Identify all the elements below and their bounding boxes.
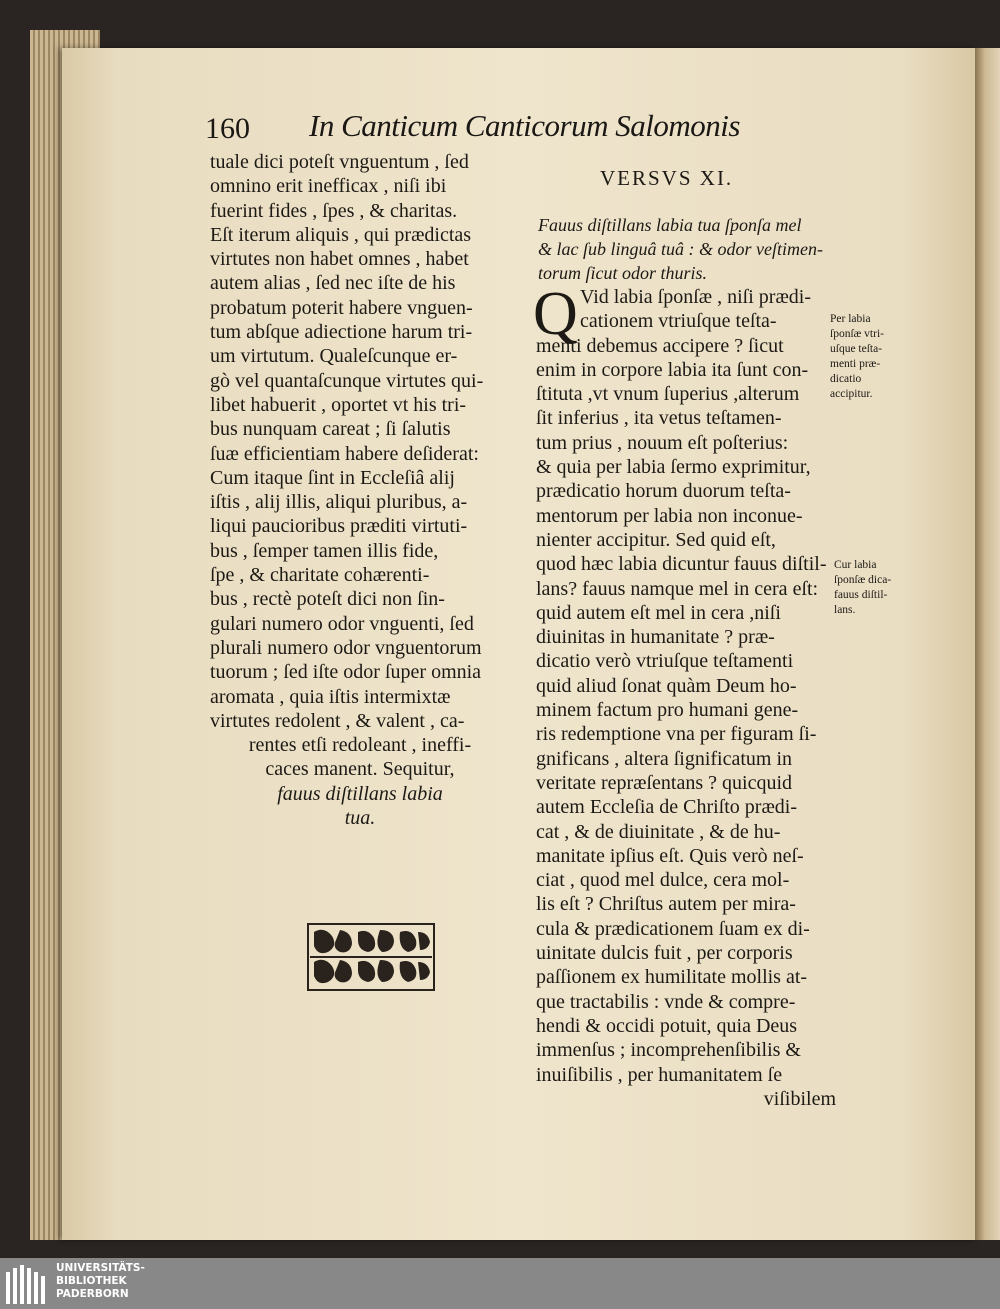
printer-ornament [306,922,436,992]
text-line: Eſt iterum aliquis , qui prædictas [210,223,472,246]
text-line: rentes etſi redoleant , ineffi- [248,734,472,757]
section-heading: VERSVS XI. [600,166,734,190]
text-line: manitate ipſius eſt. Quis verò neſ- [536,844,804,867]
text-line: ſuæ efficientiam habere deſiderat: [210,442,479,465]
library-name-line: UNIVERSITÄTS- [56,1262,145,1274]
text-line: ſtituta ,vt vnum ſuperius ,alterum [536,383,800,406]
note-line: fauus diſtil- [834,589,888,601]
text-line: cat , & de diuinitate , & de hu- [536,820,781,843]
text-line: enim in corpore labia ita ſunt con- [536,358,809,381]
text-line: fauus diſtillans labia [277,782,443,805]
text-line: ris redemptione vna per figuram ſi- [536,723,817,746]
text-line: plurali numero odor vnguentorum [210,636,482,659]
text-line: bus , ſemper tamen illis fide, [210,539,439,562]
note-line: accipitur. [830,388,873,400]
footer-bar [0,1258,1000,1309]
note-line: dicatio [830,373,862,385]
text-line: ciat , quod mel dulce, cera mol- [536,869,790,892]
note-line: Cur labia [834,559,877,571]
text-line: dicatio verò vtriuſque teſtamenti [536,650,794,673]
text-line: gnificans , altera ſignificatum in [536,747,793,770]
verse-line: Fauus diſtillans labia tua ſponſa mel [538,215,802,235]
text-line: cationem vtriuſque teſta- [580,310,777,333]
note-line: uſque teſta- [830,343,883,355]
text-line: tua. [344,807,376,830]
text-line: inuiſibilis , per humanitatem ſe [536,1063,783,1086]
facing-page-edge [975,48,1000,1240]
text-line: tum abſque adiectione harum tri- [210,321,473,344]
text-line: fuerint fides , ſpes , & charitas. [210,199,458,222]
text-line: virtutes redolent , & valent , ca- [210,709,465,732]
text-line: cula & prædicationem ſuam ex di- [536,917,810,940]
text-line: bus nunquam careat ; ſi ſalutis [210,418,451,441]
text-line: nienter accipitur. Sed quid eſt, [536,528,776,551]
text-line: tuorum ; ſed iſte odor ſuper omnia [210,661,482,684]
text-line: lis eſt ? Chriſtus autem per mira- [536,893,796,916]
note-line: ſponſæ vtri- [830,328,884,340]
page-number: 160 [205,112,250,145]
text-line: virtutes non habet omnes , habet [210,248,469,271]
verse-text [538,213,838,285]
text-line: aromata , quia iſtis intermixtæ [210,685,451,708]
running-title: In Canticum Canticorum Salomonis [309,108,740,143]
text-line: & quia per labia ſermo exprimitur, [536,456,811,479]
marginal-note-1 [830,312,910,402]
text-line: tuale dici poteſt vnguentum , ſed [210,151,469,173]
note-line: menti præ- [830,358,881,370]
text-line: Cum itaque ſint in Eccleſiâ alij [210,466,455,489]
marginal-note-2 [834,558,914,618]
text-line: tum prius , nouum eſt poſterius: [536,431,789,454]
text-line: quod hæc labia dicuntur fauus diſtil- [536,553,827,576]
text-line: mentorum per labia non inconue- [536,504,803,527]
text-line: diuinitas in humanitate ? præ- [536,626,775,649]
text-line: libet habuerit , oportet vt his tri- [210,393,467,416]
note-line: ſponſæ dica- [834,574,892,586]
text-line: iſtis , alij illis, aliqui pluribus, a- [210,491,468,514]
verse-line: & lac ſub linguâ tuâ : & odor veſtimen- [538,239,823,259]
text-line: hendi & occidi potuit, quia Deus [536,1014,798,1037]
text-line: bus , rectè poteſt dici non ſin- [210,588,445,611]
text-line: caces manent. Sequitur, [265,758,455,781]
library-name-line: PADERBORN [56,1288,129,1300]
text-line: Vid labia ſponſæ , niſi prædi- [580,286,812,308]
note-line: lans. [834,604,856,616]
right-column [536,285,836,1111]
text-line: prædicatio horum duorum teſta- [536,480,791,503]
text-line: immenſus ; incomprehenſibilis & [536,1039,801,1062]
text-line: paſſionem ex humilitate mollis at- [536,966,808,989]
left-column [210,150,510,830]
text-line: liqui paucioribus præditi virtuti- [210,515,468,538]
drop-cap: Q [533,280,578,348]
text-line: autem alias , ſed nec iſte de his [210,272,456,295]
text-line: quid aliud ſonat quàm Deum ho- [536,674,797,697]
text-line: veritate repræſentans ? quicquid [536,771,793,794]
text-line: ſit inferius , ita vetus teſtamen- [536,407,782,430]
text-line: ſpe , & charitate cohærenti- [210,564,430,587]
text-line: um virtutum. Qualeſcunque er- [210,345,458,368]
book-page [62,48,977,1240]
text-line: lans? fauus namque mel in cera eſt: [536,577,819,600]
note-line: Per labia [830,313,871,325]
text-line: gulari numero odor vnguenti, ſed [210,612,474,635]
library-name-line: BIBLIOTHEK [56,1275,127,1287]
library-name [56,1262,145,1301]
text-line: omnino erit inefficax , niſi ibi [210,175,447,198]
text-line: autem Eccleſia de Chriſto prædi- [536,796,798,819]
text-line: uinitate dulcis fuit , per corporis [536,942,793,965]
text-line: menti debemus accipere ? ſicut [536,334,784,357]
library-logo-icon [4,1262,48,1306]
text-line: minem factum pro humani gene- [536,699,799,722]
running-header [205,108,805,148]
text-line: gò vel quantaſcunque virtutes qui- [210,369,484,392]
text-line: probatum poterit habere vnguen- [210,296,473,319]
text-line: que tractabilis : vnde & compre- [536,990,796,1013]
verse-line: torum ſicut odor thuris. [538,263,708,283]
catchword: viſibilem [763,1087,836,1110]
text-line: quid autem eſt mel in cera ,niſi [536,601,781,624]
